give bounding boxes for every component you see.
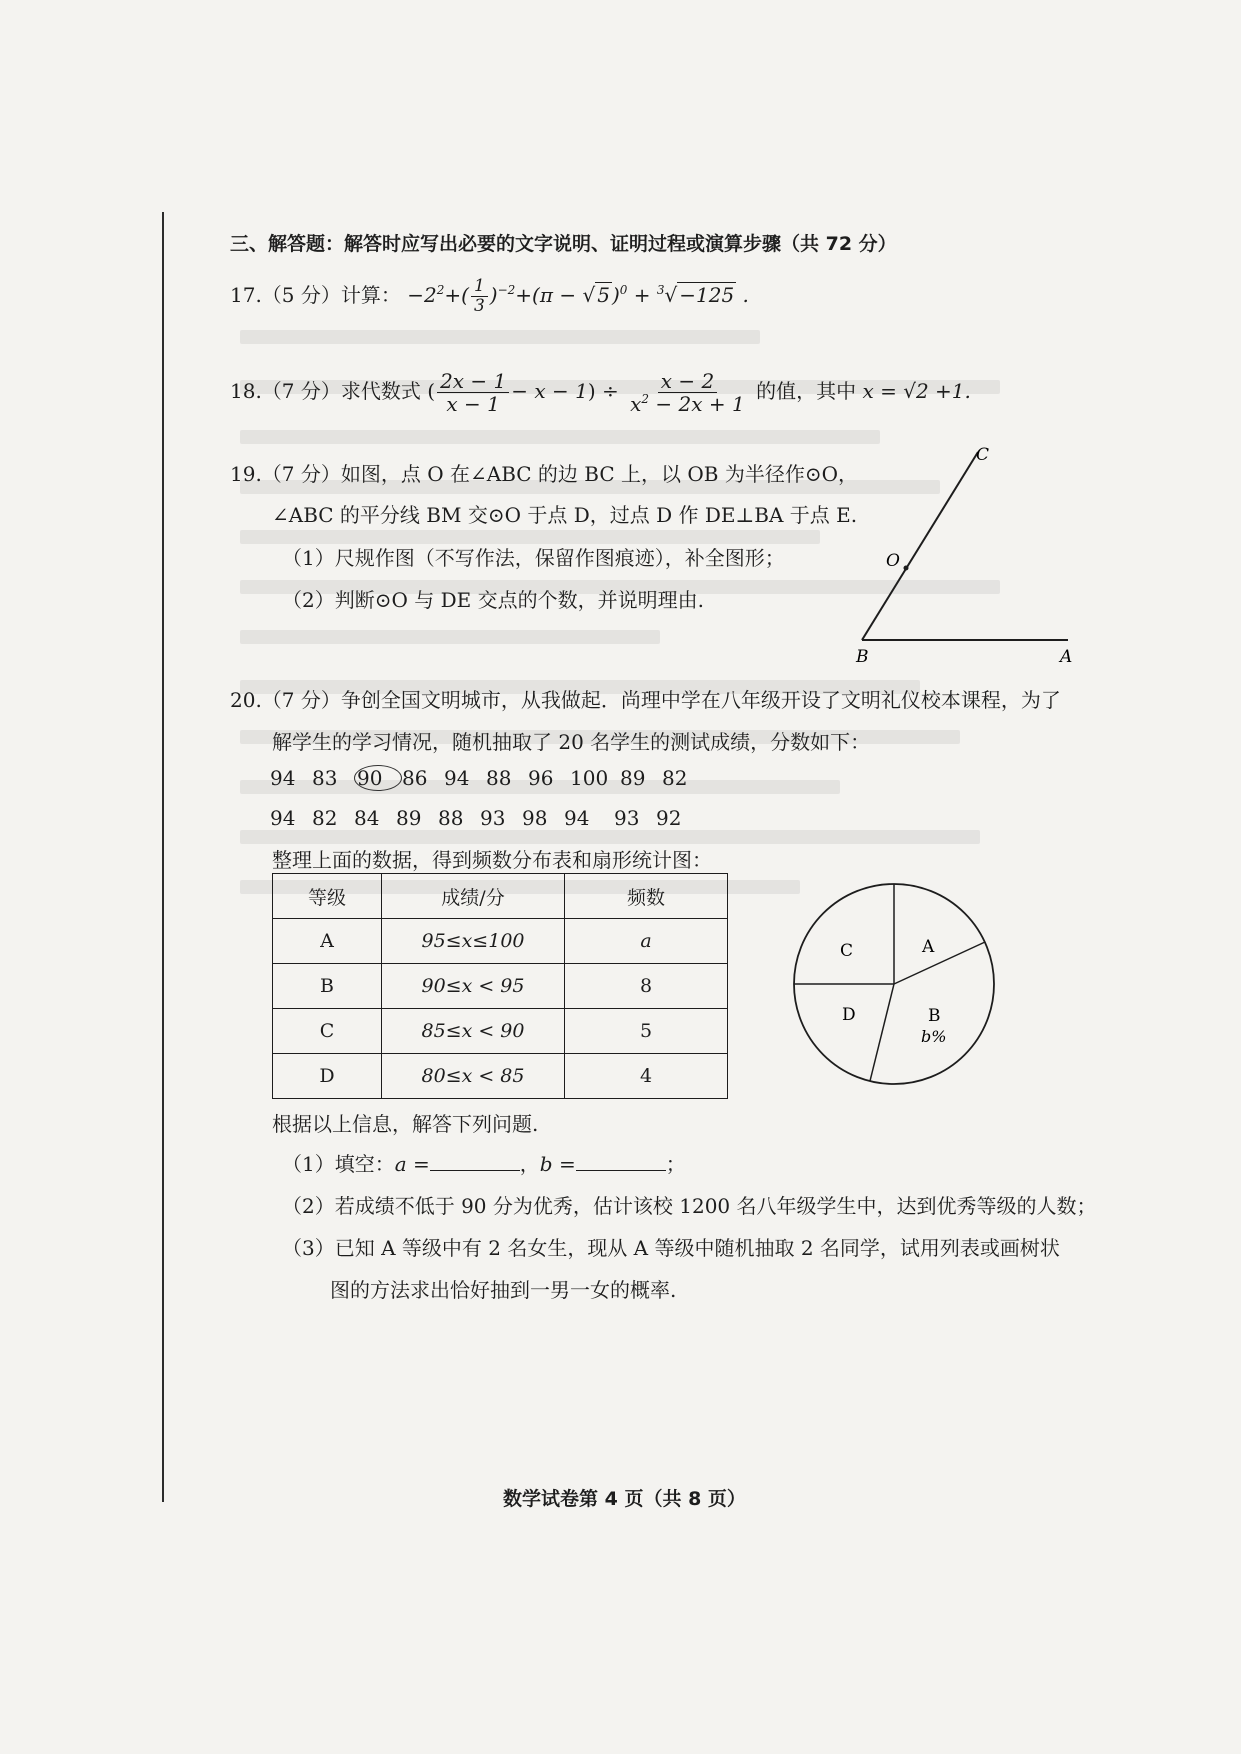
q17-label: 17.（5 分）计算：: [230, 283, 401, 307]
section-heading: 三、解答题：解答时应写出必要的文字说明、证明过程或演算步骤（共 72 分）: [230, 233, 897, 255]
pie-label-a: A: [922, 937, 935, 957]
q18-expression: ( $\frac{2x - 1}{x - 1}$ − x − 1) ÷ $\frac{x - 2}{x^2 - 2x + 1}$: [427, 369, 745, 416]
pie-label-c: C: [840, 941, 854, 961]
table-cell: 90≤x < 95: [382, 964, 565, 1009]
q20-line1: 20.（7 分）争创全国文明城市，从我做起．尚理中学在八年级开设了文明礼仪校本课程，为了: [230, 688, 1061, 712]
score: 88: [438, 806, 464, 830]
q20-sub1: [282, 1152, 686, 1176]
question-18: [230, 370, 971, 415]
table-cell: 4: [565, 1054, 728, 1099]
pie-divider: [894, 942, 985, 984]
q20-sub2: （2）若成绩不低于 90 分为优秀，估计该校 1200 名八年级学生中，达到优秀等级的人数；: [282, 1194, 1097, 1218]
score: 86: [402, 766, 428, 790]
binding-margin-line: [162, 212, 164, 1502]
q18-value: x = √2 +1.: [862, 379, 971, 403]
label-o: O: [886, 551, 900, 571]
q18-label: 18.（7 分）求代数式: [230, 379, 421, 403]
table-row: [273, 1054, 728, 1099]
table-cell: A: [273, 919, 382, 964]
q19-line2: ∠ABC 的平分线 BM 交⊙O 于点 D，过点 D 作 DE⊥BA 于点 E.: [272, 503, 858, 527]
scores-row-2: [270, 806, 698, 830]
q20-sub3-line1: （3）已知 A 等级中有 2 名女生，现从 A 等级中随机抽取 2 名同学，试用列表或画树状: [282, 1236, 1060, 1260]
blank-end: ；: [665, 1152, 686, 1176]
q19-line1: 19.（7 分）如图，点 O 在∠ABC 的边 BC 上，以 OB 为半径作⊙O，: [230, 462, 858, 486]
q20-info: 根据以上信息，解答下列问题.: [272, 1112, 539, 1136]
pie-label-b-percent: b%: [921, 1027, 947, 1046]
table-cell: C: [273, 1009, 382, 1054]
scores-row-1: [270, 765, 704, 791]
score: 89: [620, 766, 646, 790]
label-b: B: [856, 647, 869, 667]
score: 93: [480, 806, 506, 830]
pie-chart: [790, 880, 1000, 1090]
score: 82: [312, 806, 338, 830]
table-cell: 80≤x < 85: [382, 1054, 565, 1099]
page-footer: 数学试卷第 4 页（共 8 页）: [503, 1488, 746, 1510]
score: 84: [354, 806, 380, 830]
blank-b-label: b =: [539, 1152, 576, 1176]
table-cell: B: [273, 964, 382, 1009]
score: 98: [522, 806, 548, 830]
score: 94: [564, 806, 590, 830]
pie-divider: [870, 984, 894, 1081]
label-c: C: [976, 445, 990, 465]
table-cell: D: [273, 1054, 382, 1099]
label-a: A: [1060, 647, 1073, 667]
pie-label-d: D: [842, 1005, 856, 1025]
score: 92: [656, 806, 682, 830]
table-header: 频数: [565, 874, 728, 919]
q19-sub1: （1）尺规作图（不写作法，保留作图痕迹），补全图形；: [282, 546, 785, 570]
table-header: 等级: [273, 874, 382, 919]
q20-sub3-line2: 图的方法求出恰好抽到一男一女的概率.: [330, 1278, 677, 1302]
score: 94: [270, 806, 296, 830]
table-row: [273, 1009, 728, 1054]
q17-expression: $-2^2+$( $\frac{1}{3}$ )$^{-2}$+(π − √ 5 )$^0$ + $^3$√ −125 .: [407, 276, 749, 316]
score: 100: [570, 766, 609, 790]
score: 94: [444, 766, 470, 790]
score: 83: [312, 766, 338, 790]
pie-label-b: B: [928, 1006, 941, 1026]
table-cell: 95≤x≤100: [382, 919, 565, 964]
score: 93: [614, 806, 640, 830]
point-o: [904, 566, 909, 571]
table-cell: 8: [565, 964, 728, 1009]
answer-blank-b[interactable]: [576, 1152, 666, 1171]
table-cell: 85≤x < 90: [382, 1009, 565, 1054]
ray-bc: [862, 452, 978, 640]
frequency-table: [272, 873, 728, 1099]
table-cell: a: [565, 919, 728, 964]
question-17: [230, 277, 749, 316]
q20-organize: 整理上面的数据，得到频数分布表和扇形统计图：: [272, 848, 712, 872]
score-circled: 90: [354, 765, 402, 791]
score: 89: [396, 806, 422, 830]
table-cell: 5: [565, 1009, 728, 1054]
table-header: 成绩/分: [382, 874, 565, 919]
q20-line2: 解学生的学习情况，随机抽取了 20 名学生的测试成绩，分数如下：: [272, 730, 871, 754]
blank-a-label: a =: [394, 1152, 430, 1176]
score: 88: [486, 766, 512, 790]
angle-figure: [840, 440, 1080, 670]
q18-tail: 的值，其中: [756, 379, 857, 403]
table-row: [273, 919, 728, 964]
table-header-row: [273, 874, 728, 919]
score: 94: [270, 766, 296, 790]
table-row: [273, 964, 728, 1009]
q20-sub1-prefix: （1）填空：: [282, 1152, 395, 1176]
answer-blank-a[interactable]: [430, 1152, 520, 1171]
q19-sub2: （2）判断⊙O 与 DE 交点的个数，并说明理由.: [282, 588, 704, 612]
score: 82: [662, 766, 688, 790]
blank-separator: ，: [519, 1152, 540, 1176]
score: 96: [528, 766, 554, 790]
